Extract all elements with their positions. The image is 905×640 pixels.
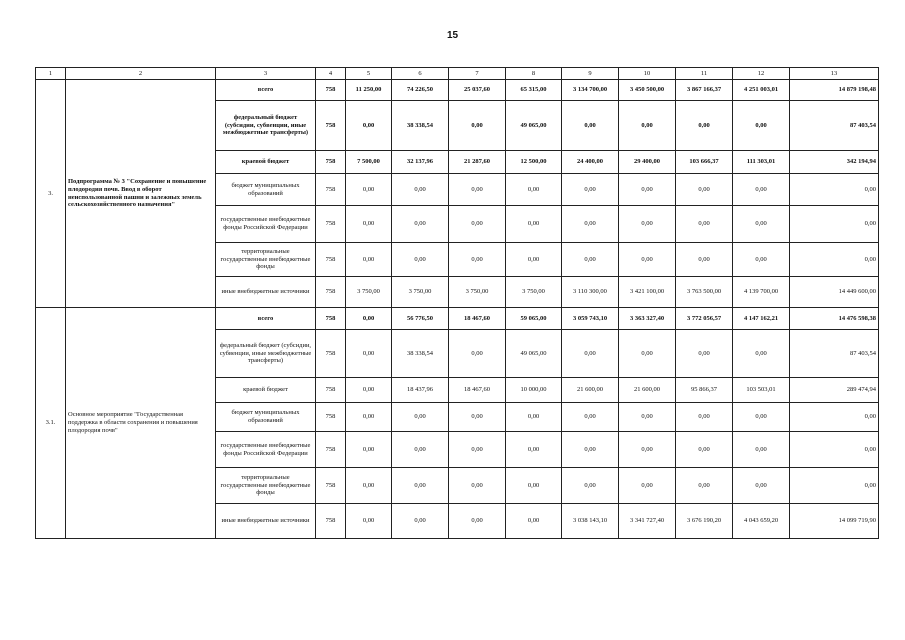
year-amount: 0,00 <box>346 403 392 432</box>
total-amount: 289 474,94 <box>790 378 879 403</box>
ministry-code: 758 <box>316 308 346 330</box>
funding-source: иные внебюджетные источники <box>216 504 316 539</box>
year-amount: 0,00 <box>733 403 790 432</box>
ministry-code: 758 <box>316 243 346 277</box>
year-amount: 0,00 <box>449 206 506 243</box>
year-amount: 65 315,00 <box>506 80 562 101</box>
year-amount: 0,00 <box>733 206 790 243</box>
total-amount: 14 099 719,90 <box>790 504 879 539</box>
year-amount: 12 500,00 <box>506 151 562 174</box>
year-amount: 3 750,00 <box>392 277 449 308</box>
year-amount: 0,00 <box>676 468 733 504</box>
year-amount: 3 038 143,10 <box>562 504 619 539</box>
year-amount: 3 134 700,00 <box>562 80 619 101</box>
year-amount: 74 226,50 <box>392 80 449 101</box>
year-amount: 0,00 <box>449 468 506 504</box>
ministry-code: 758 <box>316 330 346 378</box>
year-amount: 0,00 <box>733 432 790 468</box>
year-amount: 0,00 <box>346 504 392 539</box>
column-number-row <box>36 68 879 80</box>
year-amount: 0,00 <box>733 101 790 151</box>
year-amount: 0,00 <box>733 174 790 206</box>
total-amount: 87 403,54 <box>790 330 879 378</box>
total-amount: 342 194,94 <box>790 151 879 174</box>
funding-source: федеральный бюджет (субсидии, субвенции, иные межбюджетные трансферты) <box>216 330 316 378</box>
year-amount: 3 450 500,00 <box>619 80 676 101</box>
funding-source: государственные внебюджетные фонды Российской Федерации <box>216 432 316 468</box>
table-row <box>36 80 879 101</box>
year-amount: 49 065,00 <box>506 330 562 378</box>
year-amount: 0,00 <box>619 330 676 378</box>
funding-source: краевой бюджет <box>216 378 316 403</box>
year-amount: 0,00 <box>506 504 562 539</box>
year-amount: 0,00 <box>676 101 733 151</box>
year-amount: 32 137,96 <box>392 151 449 174</box>
funding-source: всего <box>216 80 316 101</box>
year-amount: 49 065,00 <box>506 101 562 151</box>
year-amount: 103 666,37 <box>676 151 733 174</box>
year-amount: 0,00 <box>392 504 449 539</box>
year-amount: 11 250,00 <box>346 80 392 101</box>
total-amount: 0,00 <box>790 468 879 504</box>
table-row <box>36 308 879 330</box>
year-amount: 29 400,00 <box>619 151 676 174</box>
funding-source: территориальные государственные внебюджетные фонды <box>216 468 316 504</box>
year-amount: 3 867 166,37 <box>676 80 733 101</box>
ministry-code: 758 <box>316 403 346 432</box>
year-amount: 3 059 743,10 <box>562 308 619 330</box>
ministry-code: 758 <box>316 151 346 174</box>
year-amount: 0,00 <box>346 206 392 243</box>
year-amount: 0,00 <box>506 432 562 468</box>
year-amount: 4 147 162,21 <box>733 308 790 330</box>
total-amount: 14 879 198,48 <box>790 80 879 101</box>
year-amount: 25 037,60 <box>449 80 506 101</box>
year-amount: 0,00 <box>562 101 619 151</box>
year-amount: 0,00 <box>562 206 619 243</box>
year-amount: 3 110 300,00 <box>562 277 619 308</box>
year-amount: 3 341 727,40 <box>619 504 676 539</box>
year-amount: 0,00 <box>346 101 392 151</box>
funding-source: всего <box>216 308 316 330</box>
year-amount: 3 750,00 <box>346 277 392 308</box>
year-amount: 0,00 <box>449 504 506 539</box>
year-amount: 3 763 500,00 <box>676 277 733 308</box>
year-amount: 0,00 <box>392 206 449 243</box>
column-number-header: 1 <box>36 68 66 80</box>
page-number: 15 <box>446 30 459 41</box>
year-amount: 0,00 <box>392 432 449 468</box>
year-amount: 0,00 <box>449 174 506 206</box>
program-name: Основное мероприятие "Государственная поддержка в области сохранения и повышения плодородия почв" <box>66 308 216 539</box>
year-amount: 111 303,01 <box>733 151 790 174</box>
total-amount: 0,00 <box>790 243 879 277</box>
total-amount: 0,00 <box>790 206 879 243</box>
funding-source: государственные внебюджетные фонды Российской Федерации <box>216 206 316 243</box>
column-number-header: 9 <box>562 68 619 80</box>
year-amount: 0,00 <box>506 243 562 277</box>
year-amount: 18 467,60 <box>449 308 506 330</box>
year-amount: 0,00 <box>676 206 733 243</box>
year-amount: 3 676 190,20 <box>676 504 733 539</box>
year-amount: 95 866,37 <box>676 378 733 403</box>
funding-source: федеральный бюджет (субсидии, субвенции, иные межбюджетные трансферты) <box>216 101 316 151</box>
year-amount: 0,00 <box>449 101 506 151</box>
funding-source: бюджет муниципальных образований <box>216 403 316 432</box>
total-amount: 14 476 598,38 <box>790 308 879 330</box>
ministry-code: 758 <box>316 378 346 403</box>
year-amount: 0,00 <box>562 243 619 277</box>
year-amount: 0,00 <box>392 468 449 504</box>
year-amount: 0,00 <box>449 432 506 468</box>
year-amount: 21 287,60 <box>449 151 506 174</box>
year-amount: 24 400,00 <box>562 151 619 174</box>
year-amount: 10 000,00 <box>506 378 562 403</box>
column-number-header: 12 <box>733 68 790 80</box>
year-amount: 0,00 <box>346 468 392 504</box>
year-amount: 3 750,00 <box>449 277 506 308</box>
total-amount: 0,00 <box>790 174 879 206</box>
year-amount: 0,00 <box>506 174 562 206</box>
total-amount: 14 449 600,00 <box>790 277 879 308</box>
budget-table <box>35 67 879 539</box>
ministry-code: 758 <box>316 206 346 243</box>
funding-source: бюджет муниципальных образований <box>216 174 316 206</box>
year-amount: 0,00 <box>619 206 676 243</box>
ministry-code: 758 <box>316 277 346 308</box>
column-number-header: 3 <box>216 68 316 80</box>
year-amount: 21 600,00 <box>562 378 619 403</box>
year-amount: 0,00 <box>619 243 676 277</box>
year-amount: 0,00 <box>346 330 392 378</box>
year-amount: 3 772 056,57 <box>676 308 733 330</box>
column-number-header: 4 <box>316 68 346 80</box>
year-amount: 4 139 700,00 <box>733 277 790 308</box>
year-amount: 0,00 <box>619 101 676 151</box>
year-amount: 0,00 <box>619 174 676 206</box>
year-amount: 0,00 <box>619 432 676 468</box>
year-amount: 0,00 <box>733 330 790 378</box>
year-amount: 3 421 100,00 <box>619 277 676 308</box>
year-amount: 0,00 <box>506 468 562 504</box>
column-number-header: 5 <box>346 68 392 80</box>
year-amount: 4 251 003,01 <box>733 80 790 101</box>
year-amount: 0,00 <box>562 468 619 504</box>
ministry-code: 758 <box>316 504 346 539</box>
year-amount: 0,00 <box>733 243 790 277</box>
ministry-code: 758 <box>316 174 346 206</box>
column-number-header: 2 <box>66 68 216 80</box>
column-number-header: 10 <box>619 68 676 80</box>
year-amount: 0,00 <box>676 403 733 432</box>
ministry-code: 758 <box>316 432 346 468</box>
year-amount: 4 043 659,20 <box>733 504 790 539</box>
column-number-header: 13 <box>790 68 879 80</box>
column-number-header: 11 <box>676 68 733 80</box>
program-name: Подпрограмма № 3 "Сохранение и повышение плодородия почв. Ввод в оборот неиспользованной пашни и залежных земель сельскохозяйственного назначения" <box>66 80 216 308</box>
year-amount: 0,00 <box>346 174 392 206</box>
year-amount: 0,00 <box>506 206 562 243</box>
ministry-code: 758 <box>316 468 346 504</box>
year-amount: 56 776,50 <box>392 308 449 330</box>
year-amount: 0,00 <box>346 432 392 468</box>
year-amount: 38 338,54 <box>392 101 449 151</box>
year-amount: 0,00 <box>449 403 506 432</box>
program-index: 3. <box>36 80 66 308</box>
year-amount: 0,00 <box>676 330 733 378</box>
program-index: 3.1. <box>36 308 66 539</box>
year-amount: 0,00 <box>676 243 733 277</box>
funding-source: краевой бюджет <box>216 151 316 174</box>
year-amount: 0,00 <box>562 330 619 378</box>
column-number-header: 8 <box>506 68 562 80</box>
funding-source: иные внебюджетные источники <box>216 277 316 308</box>
year-amount: 18 437,96 <box>392 378 449 403</box>
year-amount: 0,00 <box>562 432 619 468</box>
year-amount: 0,00 <box>346 308 392 330</box>
year-amount: 0,00 <box>619 468 676 504</box>
year-amount: 38 338,54 <box>392 330 449 378</box>
year-amount: 0,00 <box>562 174 619 206</box>
column-number-header: 7 <box>449 68 506 80</box>
year-amount: 103 503,01 <box>733 378 790 403</box>
year-amount: 7 500,00 <box>346 151 392 174</box>
year-amount: 0,00 <box>392 174 449 206</box>
year-amount: 59 065,00 <box>506 308 562 330</box>
total-amount: 0,00 <box>790 403 879 432</box>
column-number-header: 6 <box>392 68 449 80</box>
ministry-code: 758 <box>316 101 346 151</box>
year-amount: 0,00 <box>562 403 619 432</box>
year-amount: 0,00 <box>449 243 506 277</box>
year-amount: 0,00 <box>733 468 790 504</box>
total-amount: 87 403,54 <box>790 101 879 151</box>
year-amount: 0,00 <box>619 403 676 432</box>
year-amount: 3 750,00 <box>506 277 562 308</box>
funding-source: территориальные государственные внебюджетные фонды <box>216 243 316 277</box>
year-amount: 0,00 <box>346 243 392 277</box>
year-amount: 0,00 <box>392 403 449 432</box>
year-amount: 0,00 <box>392 243 449 277</box>
year-amount: 0,00 <box>676 432 733 468</box>
ministry-code: 758 <box>316 80 346 101</box>
year-amount: 21 600,00 <box>619 378 676 403</box>
year-amount: 3 363 327,40 <box>619 308 676 330</box>
year-amount: 0,00 <box>506 403 562 432</box>
year-amount: 0,00 <box>449 330 506 378</box>
year-amount: 18 467,60 <box>449 378 506 403</box>
year-amount: 0,00 <box>346 378 392 403</box>
total-amount: 0,00 <box>790 432 879 468</box>
year-amount: 0,00 <box>676 174 733 206</box>
